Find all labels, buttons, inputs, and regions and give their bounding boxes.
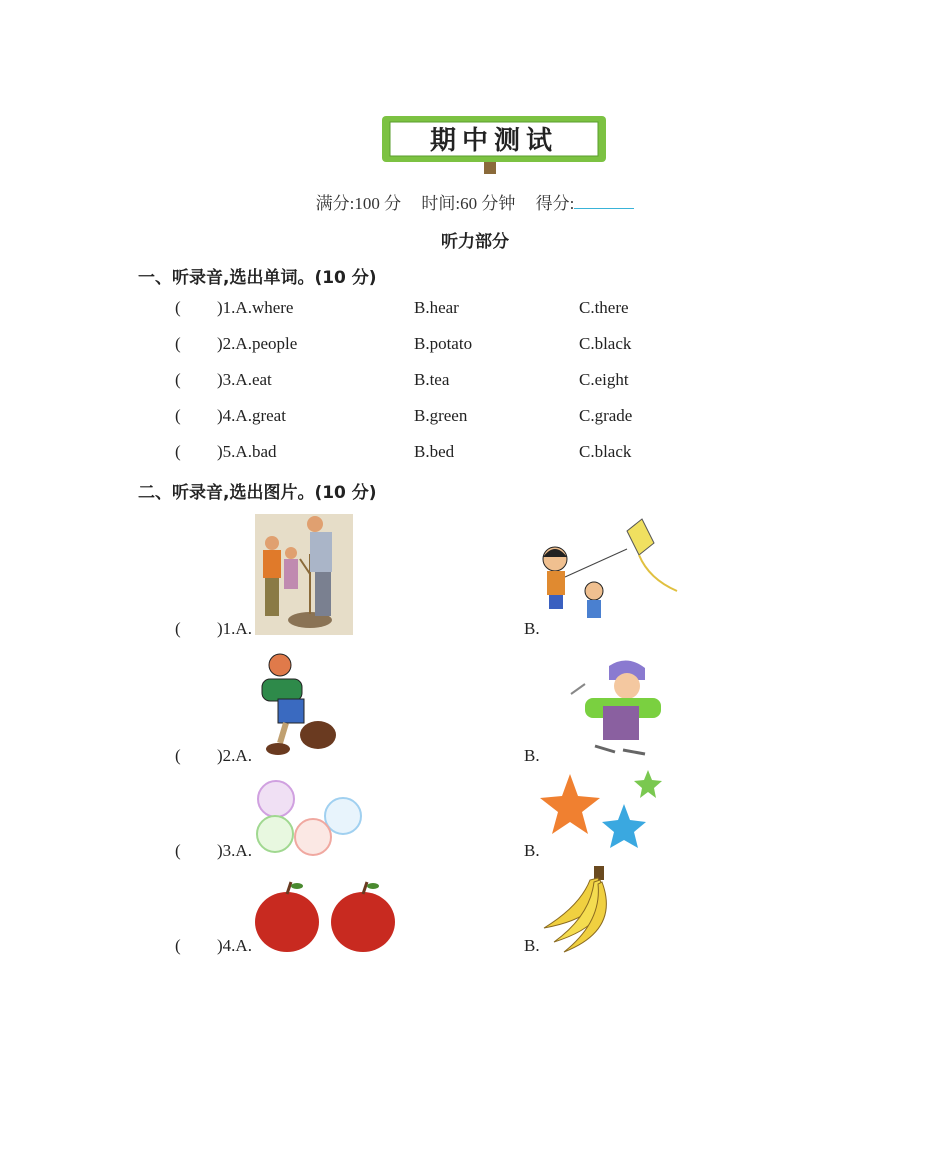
option-a: )1.A.where: [217, 298, 294, 317]
option-c: C.black: [579, 334, 632, 353]
option-b: B.hear: [414, 298, 459, 317]
question-row: [0, 442, 950, 466]
option-b: B.: [524, 619, 540, 638]
question-row: [0, 334, 950, 358]
option-a: )3.A.: [217, 841, 252, 860]
question-row: [0, 406, 950, 430]
option-b: B.tea: [414, 370, 450, 389]
bubbles-picture[interactable]: [255, 780, 363, 858]
answer-paren[interactable]: (: [175, 298, 181, 317]
option-a: )4.A.: [217, 936, 252, 955]
option-a: )1.A.: [217, 619, 252, 638]
family-planting-tree-picture[interactable]: [255, 514, 353, 635]
score-blank[interactable]: [574, 194, 634, 209]
option-a: )5.A.bad: [217, 442, 277, 461]
option-b: B.: [524, 936, 540, 955]
full-score: 满分:100 分: [315, 194, 402, 213]
option-a: )2.A.people: [217, 334, 298, 353]
score-label: 得分:: [535, 194, 575, 213]
kids-flying-kite-picture[interactable]: [539, 519, 677, 634]
question-row: [0, 370, 950, 394]
stars-picture[interactable]: [540, 770, 662, 858]
answer-paren[interactable]: (: [175, 442, 181, 461]
section1-heading: 一、听录音,选出单词。(10 分): [138, 268, 377, 288]
section-group-title: 听力部分: [441, 232, 509, 252]
answer-paren[interactable]: (: [175, 406, 181, 425]
option-b: B.potato: [414, 334, 473, 353]
man-hiking-picture[interactable]: [258, 651, 340, 759]
option-b: B.: [524, 841, 540, 860]
option-a: )4.A.great: [217, 406, 286, 425]
exam-meta: [0, 189, 950, 214]
page-title: 期中测试: [429, 126, 558, 156]
option-c: C.grade: [579, 406, 633, 425]
option-c: C.black: [579, 442, 632, 461]
option-b: B.: [524, 746, 540, 765]
answer-paren[interactable]: (: [175, 746, 181, 765]
time-limit: 时间:60 分钟: [421, 194, 516, 213]
answer-paren[interactable]: (: [175, 936, 181, 955]
option-c: C.there: [579, 298, 629, 317]
title-sign: [380, 112, 608, 174]
option-a: )2.A.: [217, 746, 252, 765]
section2-heading: 二、听录音,选出图片。(10 分): [138, 483, 377, 503]
score-field: [536, 194, 635, 213]
apples-picture[interactable]: [255, 880, 397, 952]
child-ice-skating-picture[interactable]: [565, 654, 661, 758]
option-b: B.green: [414, 406, 468, 425]
answer-paren[interactable]: (: [175, 370, 181, 389]
option-b: B.bed: [414, 442, 455, 461]
bananas-picture[interactable]: [540, 866, 618, 952]
answer-paren[interactable]: (: [175, 619, 181, 638]
answer-paren[interactable]: (: [175, 334, 181, 353]
answer-paren[interactable]: (: [175, 841, 181, 860]
option-a: )3.A.eat: [217, 370, 272, 389]
option-c: C.eight: [579, 370, 629, 389]
question-row: [0, 298, 950, 322]
